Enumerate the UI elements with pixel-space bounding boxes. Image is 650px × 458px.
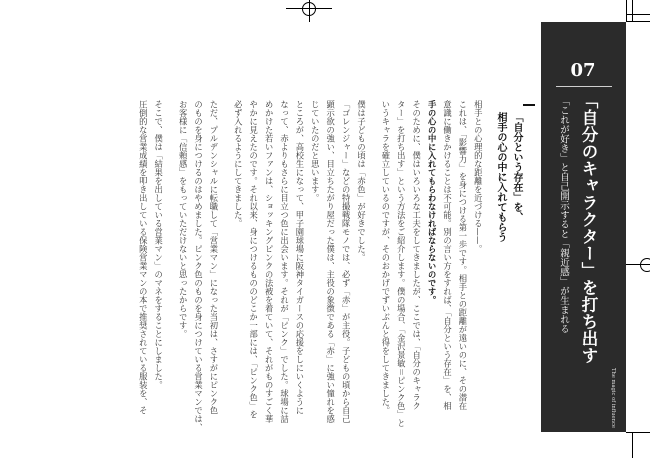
body-line: 必ず入れるようにしてきました。 bbox=[233, 100, 244, 228]
section-heading-line1: 「自分という存在」を、 bbox=[511, 112, 522, 222]
chapter-rule bbox=[556, 86, 612, 87]
body-line: 顕示欲の強い、目立ちたがり屋だった僕は、主役の象徴である「赤」に強い憧れを感 bbox=[325, 100, 336, 423]
body-line: めかけた若いファンは、ショッキングピンクの法被を着ていて、それがものすごく華 bbox=[264, 100, 275, 423]
crop-mark-br-v bbox=[632, 432, 633, 458]
crop-mark-tr-h1 bbox=[626, 14, 650, 15]
chapter-english: The magic of influence bbox=[610, 368, 616, 428]
body-line: 手の心の中に入れてもらわなければならないのです。 bbox=[427, 100, 438, 304]
section-heading-bar bbox=[523, 104, 535, 106]
crop-mark-br-h bbox=[626, 432, 650, 433]
body-line: これは、「影響力」を身につける第一歩です。相手との距離が遠いのに、その潜在 bbox=[457, 100, 468, 411]
section-heading-line2: 相手の心の中に入れてもらう bbox=[495, 112, 506, 242]
body-line: ただ、プルデンシャルに転職して「営業マン」になった当初は、さすがにピンク色 bbox=[208, 100, 219, 415]
body-line: なって、赤よりもさらに目立つ色に出会います。それが「ピンク」でした。球場に詰 bbox=[279, 100, 290, 423]
body-line: 僕は子どもの頃は「赤色」が好きでした。 bbox=[356, 100, 367, 262]
chapter-title: 「自分のキャラクター」を打ち出す bbox=[579, 92, 598, 364]
crop-mark-tr-v2 bbox=[632, 0, 633, 22]
body-line: じていたのだと思います。 bbox=[310, 100, 321, 202]
body-line: ター」を打ち出す」という方法をご紹介します。僕の場合、「金沢景敏＝ピンク色」と bbox=[396, 100, 407, 428]
body-line: 圧倒的な営業成績を叩き出している保険営業マンの本で推奨されている服装を、そ bbox=[138, 100, 149, 415]
body-line: そこで、僕は「結果を出している営業マン」のマネをすることにしました。 bbox=[153, 100, 164, 389]
crop-mark-tr-h2 bbox=[626, 21, 650, 22]
body-line: 「ゴレンジャー」などの特撮戦隊モノでは、必ず「赤」が主役。子どもの頃から自己 bbox=[341, 100, 352, 423]
body-line: のものを身につけるのはやめました。ピンク色のものを身につけている営業マンでは、 bbox=[193, 100, 204, 432]
body-line: 意識に働きかけることは不可能。別の言い方をすれば、「自分という存在」を、相 bbox=[442, 100, 453, 411]
body-line: いうキャラを確立しているのですが、そのおかげでずいぶんと得をしてきました。 bbox=[380, 100, 391, 415]
crop-mark-tr-v1 bbox=[626, 0, 627, 22]
chapter-subtitle: 「これが好き」と自己開示すると「親近感」が生まれる bbox=[558, 96, 569, 334]
body-line: やかに見えたのです。それ以来、身につけるもののどこか一部には、「ピンク色」を bbox=[248, 100, 259, 419]
registration-mark-right bbox=[640, 258, 650, 272]
chapter-number: 07 bbox=[570, 60, 596, 81]
body-line: お客様に「信頼感」をもっていただけないと思ったからです。 bbox=[178, 100, 189, 338]
body-line: ところが、高校生になって、甲子園球場に阪神タイガースの応援をしにいくように bbox=[294, 100, 305, 415]
body-line: 相手との心理的な距離を近づける——。 bbox=[473, 100, 484, 253]
registration-mark-top bbox=[302, 2, 316, 16]
body-line: そのために、僕はいろいろな工夫をしてきましたが、ここでは、「自分のキャラク bbox=[411, 100, 422, 411]
